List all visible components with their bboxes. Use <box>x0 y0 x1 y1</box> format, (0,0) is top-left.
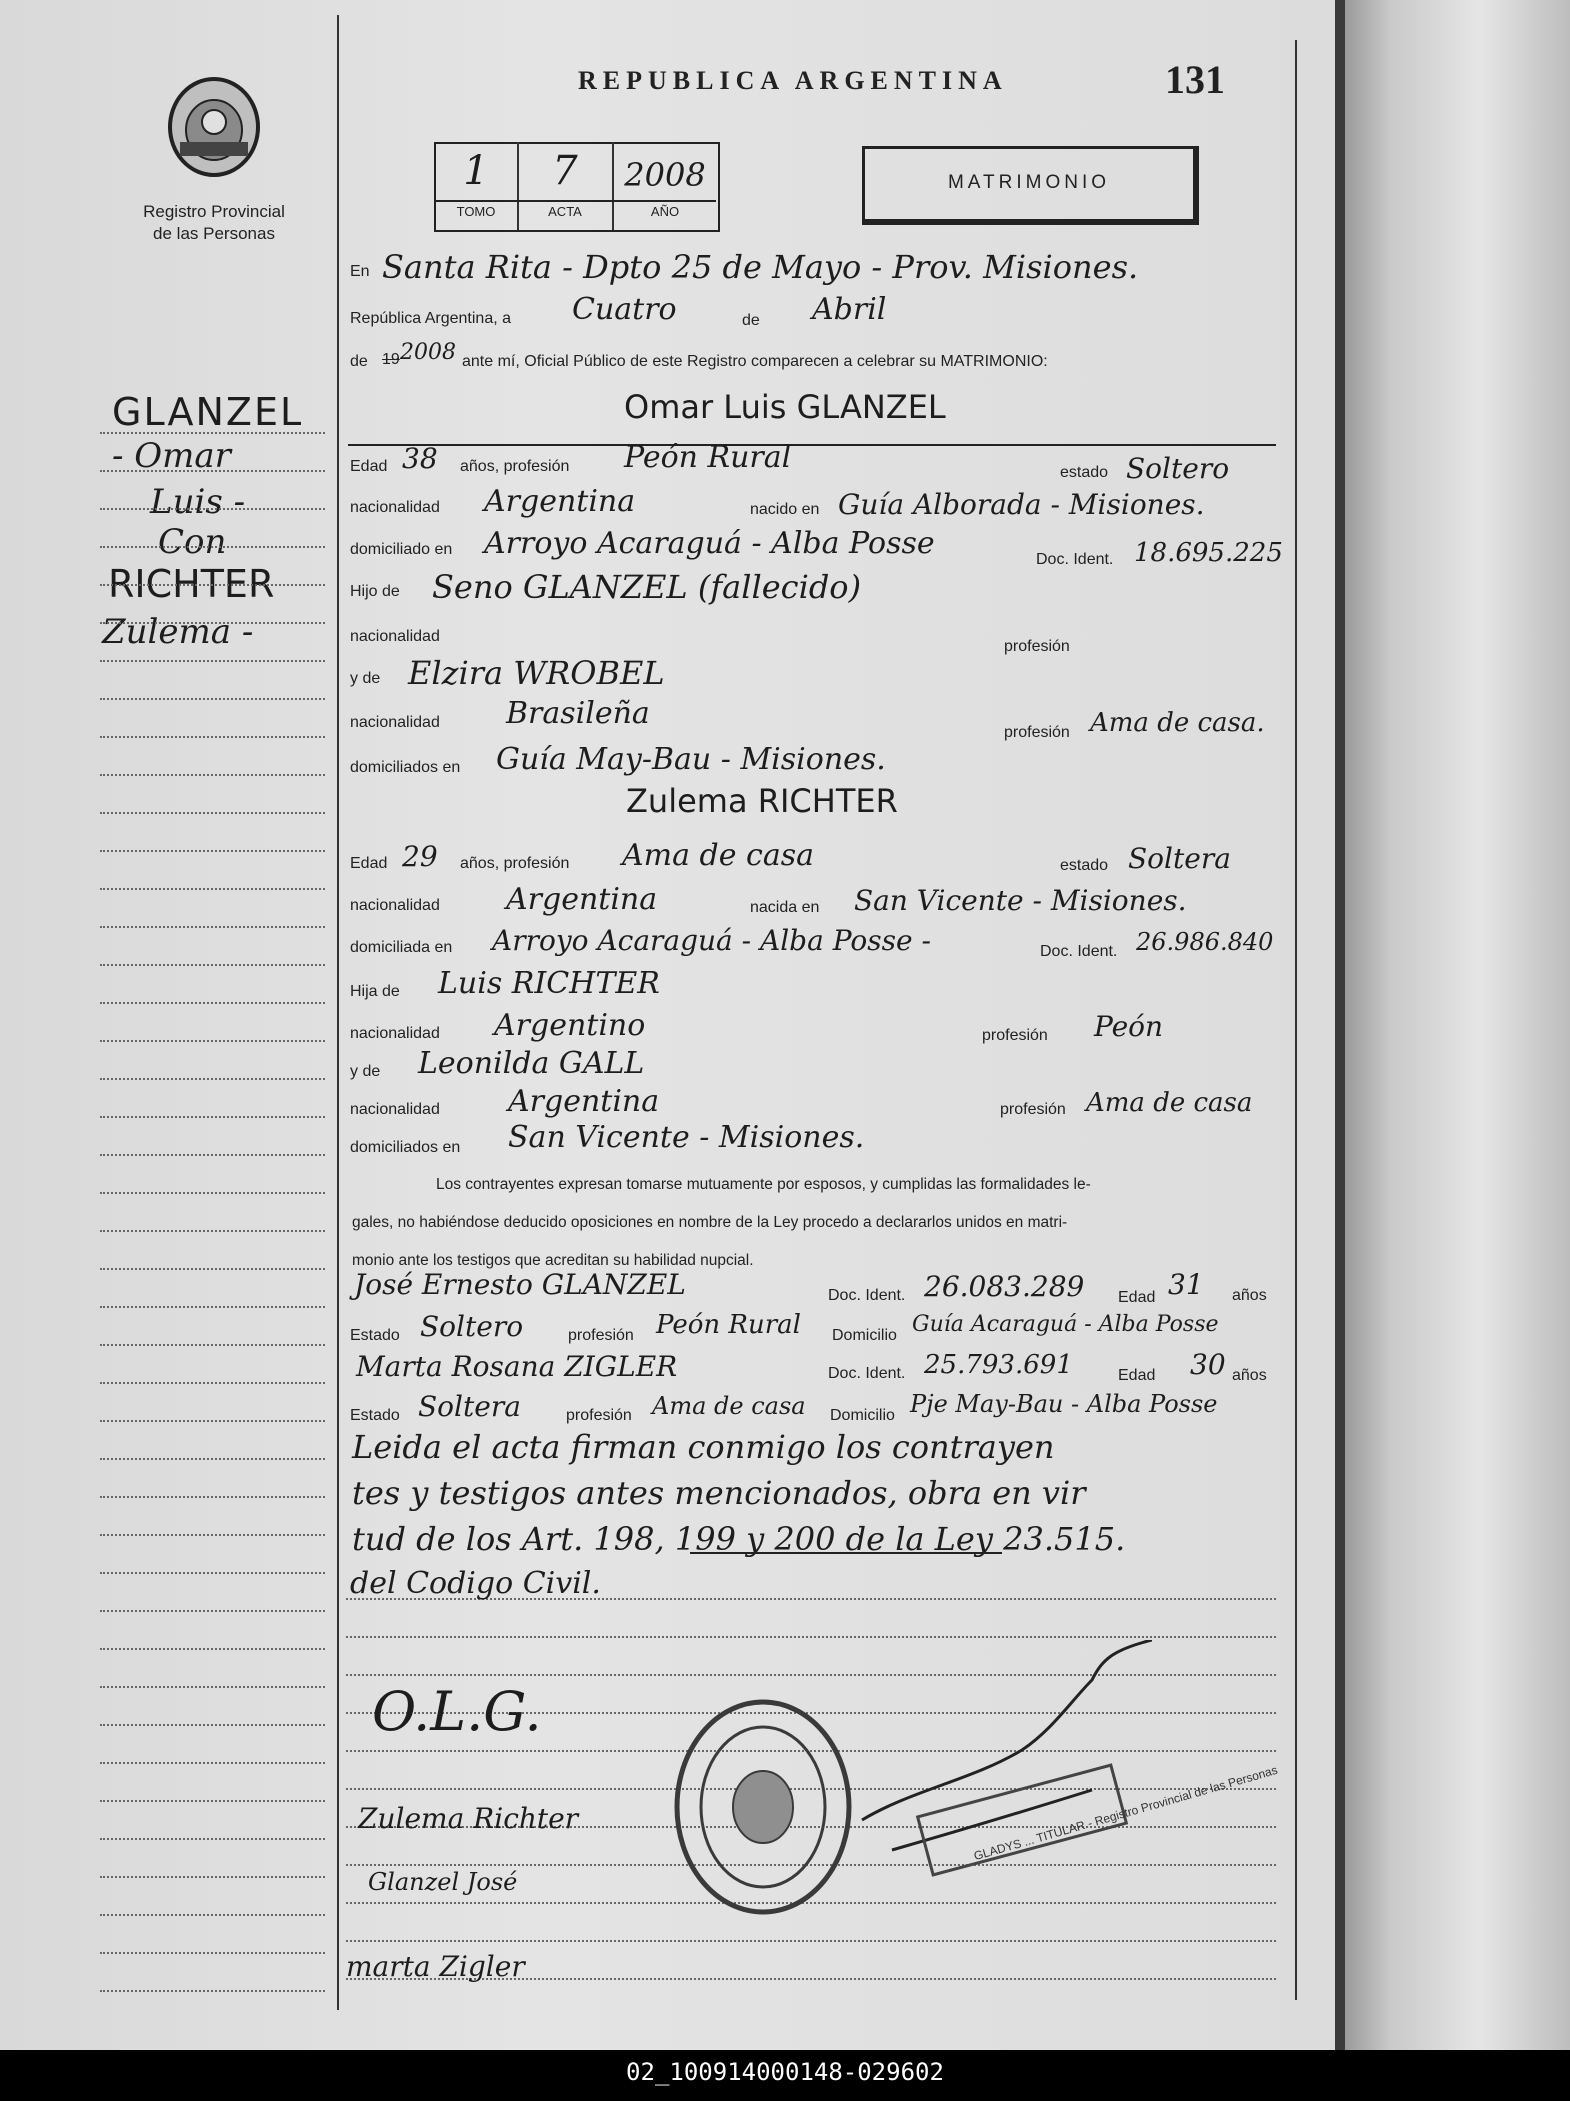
signature-bride: Zulema Richter <box>358 1802 579 1835</box>
bride-name: Zulema RICHTER <box>626 782 898 820</box>
nacionalidad-label: nacionalidad <box>350 714 440 731</box>
anos-label: años, profesión <box>460 855 570 872</box>
witness1-profession: Peón Rural <box>656 1310 801 1340</box>
margin-rule <box>100 1952 325 1954</box>
domicilio-label: Domicilio <box>832 1327 897 1344</box>
bride-address: Arroyo Acaraguá - Alba Posse - <box>492 924 931 957</box>
margin-rule <box>100 1800 325 1802</box>
witness1-age: 31 <box>1168 1268 1204 1301</box>
closing-line: Leida el acta firman conmigo los contrayen <box>352 1428 1055 1466</box>
day-value: Cuatro <box>572 292 677 327</box>
margin-rule <box>100 1686 325 1688</box>
bride-status: Soltera <box>1128 842 1231 875</box>
witness1-status: Soltero <box>420 1310 524 1343</box>
closing-line: tud de los Art. 198, 199 y 200 de la Ley 23.515. <box>352 1520 1126 1558</box>
domiciliados-label: domiciliados en <box>350 759 461 776</box>
witness2-profession: Ama de casa <box>652 1392 806 1420</box>
margin-line <box>337 15 339 2010</box>
nacida-label: nacida en <box>750 899 820 916</box>
margin-rule <box>100 470 325 472</box>
groom-parents-address: Guía May-Bau - Misiones. <box>496 742 886 777</box>
margin-rule <box>100 1344 325 1346</box>
month-value: Abril <box>812 292 887 327</box>
witness2-address: Pje May-Bau - Alba Posse <box>910 1390 1218 1418</box>
witness2-doc-id: 25.793.691 <box>924 1350 1073 1380</box>
domicilio-label: domiciliado en <box>350 541 453 558</box>
anos-label: años, profesión <box>460 458 570 475</box>
bride-mother-profession: Ama de casa <box>1086 1088 1253 1118</box>
registry-stamp-seal <box>668 1692 858 1922</box>
en-label: En <box>350 263 370 280</box>
groom-father: Seno GLANZEL (fallecido) <box>432 568 862 606</box>
margin-note: - Omar <box>112 436 231 476</box>
witness2-status: Soltera <box>418 1390 521 1423</box>
profesion-label: profesión <box>1004 724 1070 741</box>
margin-note: GLANZEL <box>112 390 304 434</box>
acta-value: 7 <box>552 148 578 194</box>
bride-mother-nationality: Argentina <box>508 1084 660 1119</box>
witness2-name: Marta Rosana ZIGLER <box>356 1350 678 1383</box>
bride-parents-address: San Vicente - Misiones. <box>508 1120 865 1155</box>
section-rule <box>348 444 1276 446</box>
edad-label: Edad <box>1118 1289 1156 1306</box>
margin-rule <box>100 812 325 814</box>
edad-label: Edad <box>1118 1367 1156 1384</box>
margin-rule <box>100 432 325 434</box>
profesion-label: profesión <box>1004 638 1070 655</box>
nacionalidad-label: nacionalidad <box>350 1101 440 1118</box>
country-title: REPUBLICA ARGENTINA <box>578 66 1008 95</box>
margin-rule <box>100 584 325 586</box>
tomo-label: TOMO <box>456 204 496 219</box>
margin-rule <box>100 660 325 662</box>
margin-rule <box>100 1724 325 1726</box>
closing-rule <box>690 1552 1002 1554</box>
groom-profession: Peón Rural <box>624 440 792 475</box>
anos-label: años <box>1232 1287 1267 1304</box>
tomo-value: 1 <box>463 148 489 194</box>
bride-nationality: Argentina <box>506 882 658 917</box>
margin-rule <box>100 622 325 624</box>
witness1-name: José Ernesto GLANZEL <box>354 1268 686 1301</box>
margin-rule <box>100 1458 325 1460</box>
bride-birthplace: San Vicente - Misiones. <box>854 884 1187 917</box>
margin-rule <box>100 1496 325 1498</box>
margin-rule <box>100 1192 325 1194</box>
body-rule <box>346 1940 1276 1942</box>
book-edge <box>1345 0 1570 2050</box>
margin-rule <box>100 1648 325 1650</box>
doc-label: Doc. Ident. <box>828 1365 906 1382</box>
profesion-label: profesión <box>982 1027 1048 1044</box>
witness1-doc-id: 26.083.289 <box>924 1270 1085 1303</box>
margin-rule <box>100 1230 325 1232</box>
ano-value: 2008 <box>624 156 706 194</box>
margin-rule <box>100 1268 325 1270</box>
groom-mother-profession: Ama de casa. <box>1090 708 1265 738</box>
margin-rule <box>100 1610 325 1612</box>
margin-rule <box>100 1154 325 1156</box>
margin-rule <box>100 1078 325 1080</box>
declaration-line: gales, no habiéndose deducido oposiciones en nombre de la Ley procedo a declararlos unidos en matri- <box>352 1214 1068 1231</box>
estado-label: estado <box>1060 857 1109 874</box>
image-caption: 02_100914000148-029602 <box>626 2058 944 2086</box>
declaration-line: Los contrayentes expresan tomarse mutuamente por esposos, y cumplidas las formalidades le- <box>436 1176 1091 1193</box>
bride-age: 29 <box>402 840 438 873</box>
profesion-label: profesión <box>568 1327 634 1344</box>
republica-label: República Argentina, a <box>350 310 511 327</box>
de2-label: de <box>350 353 368 370</box>
comparecen-text: ante mí, Oficial Público de este Registro comparecen a celebrar su MATRIMONIO: <box>462 353 1048 370</box>
margin-rule <box>100 1306 325 1308</box>
groom-doc-id: 18.695.225 <box>1134 538 1283 568</box>
hijo-label: Hijo de <box>350 583 400 600</box>
domiciliados-label: domiciliados en <box>350 1139 461 1156</box>
margin-rule <box>100 736 325 738</box>
margin-rule <box>100 508 325 510</box>
margin-rule <box>100 1990 325 1992</box>
domicilio-label: domiciliada en <box>350 939 453 956</box>
province-seal-icon <box>160 72 268 182</box>
margin-rule <box>100 850 325 852</box>
estado-label: Estado <box>350 1407 400 1424</box>
year-struck: 19 <box>382 351 400 368</box>
signature-witness2: marta Zigler <box>346 1950 525 1983</box>
closing-line: del Codigo Civil. <box>350 1566 601 1601</box>
registry-name-line2: de las Personas <box>153 224 275 243</box>
page-number: 131 <box>1165 57 1225 102</box>
margin-rule <box>100 1040 325 1042</box>
margin-note: Con <box>158 522 227 562</box>
witness2-age: 30 <box>1190 1348 1226 1381</box>
margin-rule <box>100 1914 325 1916</box>
nacionalidad-label: nacionalidad <box>350 1025 440 1042</box>
yde-label: y de <box>350 1063 381 1080</box>
bride-father: Luis RICHTER <box>438 966 660 1001</box>
bride-father-nationality: Argentino <box>494 1008 646 1043</box>
margin-note: Luis - <box>150 482 246 522</box>
margin-rule <box>100 926 325 928</box>
margin-rule <box>100 964 325 966</box>
margin-rule <box>100 1762 325 1764</box>
de-label: de <box>742 312 760 329</box>
registry-name-line1: Registro Provincial <box>143 202 285 221</box>
margin-rule <box>100 1876 325 1878</box>
margin-note: Zulema - <box>102 612 254 652</box>
stamp-right-text: GLADYS ... TITULAR - Registro Provincial de las Personas <box>972 1762 1280 1864</box>
groom-address: Arroyo Acaraguá - Alba Posse <box>484 526 935 561</box>
domicilio-label: Domicilio <box>830 1407 895 1424</box>
nacionalidad-label: nacionalidad <box>350 499 440 516</box>
groom-nationality: Argentina <box>484 484 636 519</box>
margin-rule <box>100 1572 325 1574</box>
doc-type-label: MATRIMONIO <box>947 172 1111 193</box>
edad-label: Edad <box>350 458 388 475</box>
groom-mother-nationality: Brasileña <box>506 696 650 731</box>
place-value: Santa Rita - Dpto 25 de Mayo - Prov. Misiones. <box>382 248 1139 286</box>
nacido-label: nacido en <box>750 501 820 518</box>
groom-mother: Elzira WROBEL <box>408 654 665 692</box>
ano-label: AÑO <box>650 204 680 219</box>
margin-rule <box>100 888 325 890</box>
margin-rule <box>100 1116 325 1118</box>
signature-witness1: Glanzel José <box>368 1868 518 1896</box>
hija-label: Hija de <box>350 983 400 1000</box>
acta-label: ACTA <box>548 204 582 219</box>
official-signature-stamp <box>852 1640 1152 1920</box>
signature-groom: O.L.G. <box>372 1680 542 1743</box>
doc-label: Doc. Ident. <box>828 1287 906 1304</box>
doc-label: Doc. Ident. <box>1036 551 1114 568</box>
nacionalidad-label: nacionalidad <box>350 628 440 645</box>
bride-mother: Leonilda GALL <box>418 1046 645 1081</box>
margin-rule <box>100 546 325 548</box>
year-value: 2008 <box>400 340 456 365</box>
edad-label: Edad <box>350 855 388 872</box>
margin-rule <box>100 1420 325 1422</box>
margin-rule <box>100 1838 325 1840</box>
anos-label: años <box>1232 1367 1267 1384</box>
groom-birthplace: Guía Alborada - Misiones. <box>838 488 1205 521</box>
margin-rule <box>100 698 325 700</box>
profesion-label: profesión <box>1000 1101 1066 1118</box>
estado-label: estado <box>1060 464 1109 481</box>
estado-label: Estado <box>350 1327 400 1344</box>
margin-note: RICHTER <box>108 562 275 606</box>
bride-profession: Ama de casa <box>622 838 814 873</box>
groom-status: Soltero <box>1126 452 1230 485</box>
groom-age: 38 <box>402 442 438 475</box>
doc-label: Doc. Ident. <box>1040 943 1118 960</box>
bride-doc-id: 26.986.840 <box>1136 928 1274 956</box>
witness1-address: Guía Acaraguá - Alba Posse <box>912 1312 1219 1337</box>
right-border-line <box>1295 40 1297 2000</box>
bride-father-profession: Peón <box>1094 1010 1164 1043</box>
margin-rule <box>100 774 325 776</box>
nacionalidad-label: nacionalidad <box>350 897 440 914</box>
yde-label: y de <box>350 670 381 687</box>
declaration-line: monio ante los testigos que acreditan su habilidad nupcial. <box>352 1252 754 1269</box>
profesion-label: profesión <box>566 1407 632 1424</box>
groom-name: Omar Luis GLANZEL <box>624 388 946 426</box>
body-rule <box>346 1636 1276 1638</box>
record-box-rule <box>436 200 716 202</box>
margin-rule <box>100 1534 325 1536</box>
margin-rule <box>100 1382 325 1384</box>
margin-rule <box>100 1002 325 1004</box>
closing-line: tes y testigos antes mencionados, obra en vir <box>352 1474 1086 1512</box>
